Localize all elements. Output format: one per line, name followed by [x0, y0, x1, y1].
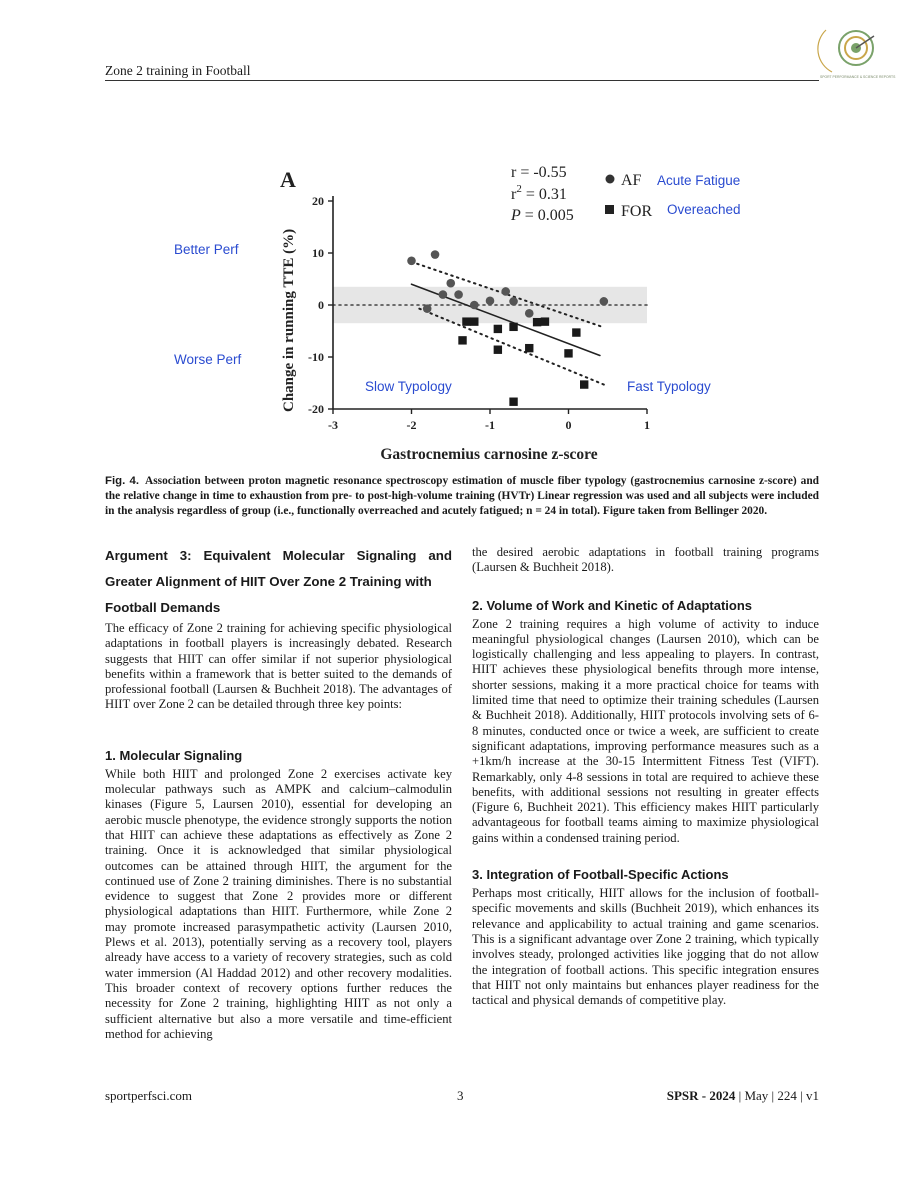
section-1-heading: 1. Molecular Signaling: [105, 747, 243, 763]
footer-journal-name: SPSR - 2024: [666, 1088, 736, 1103]
data-point-for: [541, 317, 549, 325]
annotation-slow-typology: Slow Typology: [365, 379, 452, 394]
journal-logo: [818, 20, 896, 80]
stat-r2-rest: = 0.31: [521, 186, 567, 203]
data-point-for: [564, 349, 572, 357]
data-point-af: [446, 279, 455, 288]
stat-p: [510, 207, 574, 224]
stat-r2-sup: 2: [516, 183, 522, 195]
data-point-for: [533, 318, 541, 326]
x-tick-label: -3: [328, 418, 338, 432]
legend-marker-for: [605, 205, 614, 214]
x-tick-label: -1: [485, 418, 495, 432]
legend-label-for: Overeached: [667, 202, 741, 217]
y-axis-label: Change in running TTE (%): [281, 228, 297, 412]
running-title: Zone 2 training in Football: [105, 63, 251, 78]
data-point-af: [525, 309, 534, 318]
data-point-for: [470, 317, 478, 325]
section-2-heading: 2. Volume of Work and Kinetic of Adaptations: [472, 597, 753, 613]
y-tick-label: -10: [308, 350, 324, 364]
stat-p-letter: P: [511, 207, 521, 224]
data-point-af: [509, 297, 518, 306]
x-tick-label: 1: [644, 418, 650, 432]
y-tick-label: 20: [312, 194, 324, 208]
figure-4: [160, 150, 780, 470]
data-point-for: [494, 325, 502, 333]
figure-caption: [105, 474, 819, 519]
data-point-for: [509, 398, 517, 406]
football-heading: Football Demands: [105, 600, 221, 615]
data-point-af: [431, 250, 440, 259]
caption-label: Fig. 4.: [105, 475, 140, 487]
footer-website[interactable]: sportperfsci.com: [105, 1088, 193, 1103]
x-tick-label: -2: [406, 418, 417, 432]
section-3-heading: 3. Integration of Football-Specific Actions: [472, 867, 729, 883]
data-point-af: [501, 287, 510, 296]
y-tick-label: 0: [318, 298, 324, 312]
data-point-for: [509, 323, 517, 331]
y-tick-label: 10: [312, 246, 324, 260]
logo-text: SPORT PERFORMANCE & SCIENCE REPORTS: [820, 75, 896, 79]
footer-journal: [667, 1088, 819, 1104]
data-point-for: [462, 317, 470, 325]
data-point-for: [580, 380, 588, 388]
stat-r: r = -0.55: [511, 164, 567, 181]
data-point-for: [572, 328, 580, 336]
legend-label-af: Acute Fatigue: [657, 173, 741, 188]
legend-marker-af: [606, 175, 615, 184]
argument-heading-text: Argument 3: Equivalent Molecular Signaling and Greater Alignment of HIIT Over Zone 2 Training with: [105, 548, 452, 589]
data-point-for: [494, 346, 502, 354]
data-point-af: [423, 304, 432, 313]
data-point-af: [600, 297, 609, 306]
data-point-af: [407, 257, 416, 266]
data-point-af: [470, 301, 479, 310]
section-2-paragraph: Zone 2 training requires a high volume of activity to induce meaningful physiological changes (Laursen 2010), which can be logistically challenging and less appealing to players. In contrast, HIIT achieves these physiological benefits through more intense, shorter sessions, making it a more practical choice for teams with limited time that need to optimize their training schedules (Laursen & Buchheit 2018). Additionally, HIIT protocols involving sets of 6-8 minutes, conducted once or twice a week, are sufficient to create significant adaptations, improving performance measures such as a +1km/h increase at the 30-15 Intermittent Fitness Test (VIFT). Remarkably, only 4-8 sessions in total are required to achieve these benefits, with additional sessions not resulting in greater effects (Figure 6, Buchheit 2021). This efficiency makes HIIT particularly advantageous for football teams aiming to maximize physiological gains within a condensed training period.: [472, 616, 819, 845]
caption-text: Association between proton magnetic resonance spectroscopy estimation of muscle fiber typology (gastrocnemius carnosine z-score) and the relative change in time to exhaustion from pre- to post-high-volume training (HVTr) Linear regression was used and all subjects were included in the analysis regardless of group (i.e., functionally overreached and acutely fatigued; n = 24 in total). Figure taken from Bellinger 2020.: [105, 475, 819, 517]
panel-label: A: [280, 167, 296, 192]
stat-r2: [511, 183, 567, 203]
plot-area: [308, 194, 653, 432]
annotation-better-perf: Better Perf: [174, 242, 239, 257]
data-point-af: [439, 290, 448, 299]
header-rule: [105, 80, 819, 81]
legend-code-for: FOR: [621, 203, 653, 220]
legend-code-af: AF: [621, 172, 642, 189]
right-column: [472, 545, 819, 1008]
argument-heading: [105, 543, 452, 621]
intro-paragraph: The efficacy of Zone 2 training for achieving specific physiological adaptations in football players is increasingly debated. Research suggests that HIIT can offer similar if not superior physiological benefits within a framework that is better suited to the demands of professional football (Laursen & Buchheit 2018). The advantages of HIIT over Zone 2 can be detailed through three key points:: [105, 621, 452, 712]
section-1-paragraph: While both HIIT and prolonged Zone 2 exercises activate key molecular pathways such as AMPK and calcium–calmodulin kinases (Figure 5, Laursen 2010), essential for developing an aerobic muscle phenotype, the evidence strongly supports the notion that HIIT can achieve these adaptations as effectively as Zone 2 training. Once it is acknowledged that similar physiological outcomes can be attained through HIIT, the argument for the continued use of Zone 2 training diminishes. There is no substantial evidence to suggest that Zone 2 provides more or different physiological adaptations than HIIT. Furthermore, while Zone 2 may promote increased parasympathetic activity (Laursen 2010, Plews et al. 2013), potentially serving as a recovery tool, players already have access to a variety of recovery strategies, such as cold water immersion (Al Haddad 2012) and other recovery modalities. This broader context of recovery options further reduces the necessity for Zone 2 training, highlighting HIIT as not only a sufficient alternative but also a more versatile and time-efficient method for achieving: [105, 766, 452, 1041]
y-tick-label: -20: [308, 402, 324, 416]
stat-r2-prefix: r: [511, 186, 517, 203]
stat-p-rest: = 0.005: [520, 207, 574, 224]
x-tick-label: 0: [565, 418, 572, 432]
left-column: [105, 543, 452, 1042]
x-axis-label: Gastrocnemius carnosine z-score: [380, 446, 598, 463]
data-point-for: [525, 344, 533, 352]
data-point-for: [458, 336, 466, 344]
data-point-af: [454, 290, 463, 299]
continuation-paragraph: the desired aerobic adaptations in football training programs (Laursen & Buchheit 2018).: [472, 545, 819, 575]
footer-page-number: 3: [457, 1088, 464, 1103]
annotation-worse-perf: Worse Perf: [174, 352, 242, 367]
section-3-paragraph: Perhaps most critically, HIIT allows for the inclusion of football-specific movements and skills (Buchheit 2019), which enhances its relevance and applicability to actual training and game scenarios. This is a significant advantage over Zone 2 training, which typically involves steady, prolonged activities like jogging that do not allow the integration of football actions. This specific integration ensures that HIIT not only maintains but enhances player readiness for the tactical and physical demands of competitive play.: [472, 886, 819, 1008]
annotation-fast-typology: Fast Typology: [627, 379, 711, 394]
footer-details: | May | 224 | v1: [735, 1088, 819, 1103]
data-point-af: [486, 297, 495, 306]
